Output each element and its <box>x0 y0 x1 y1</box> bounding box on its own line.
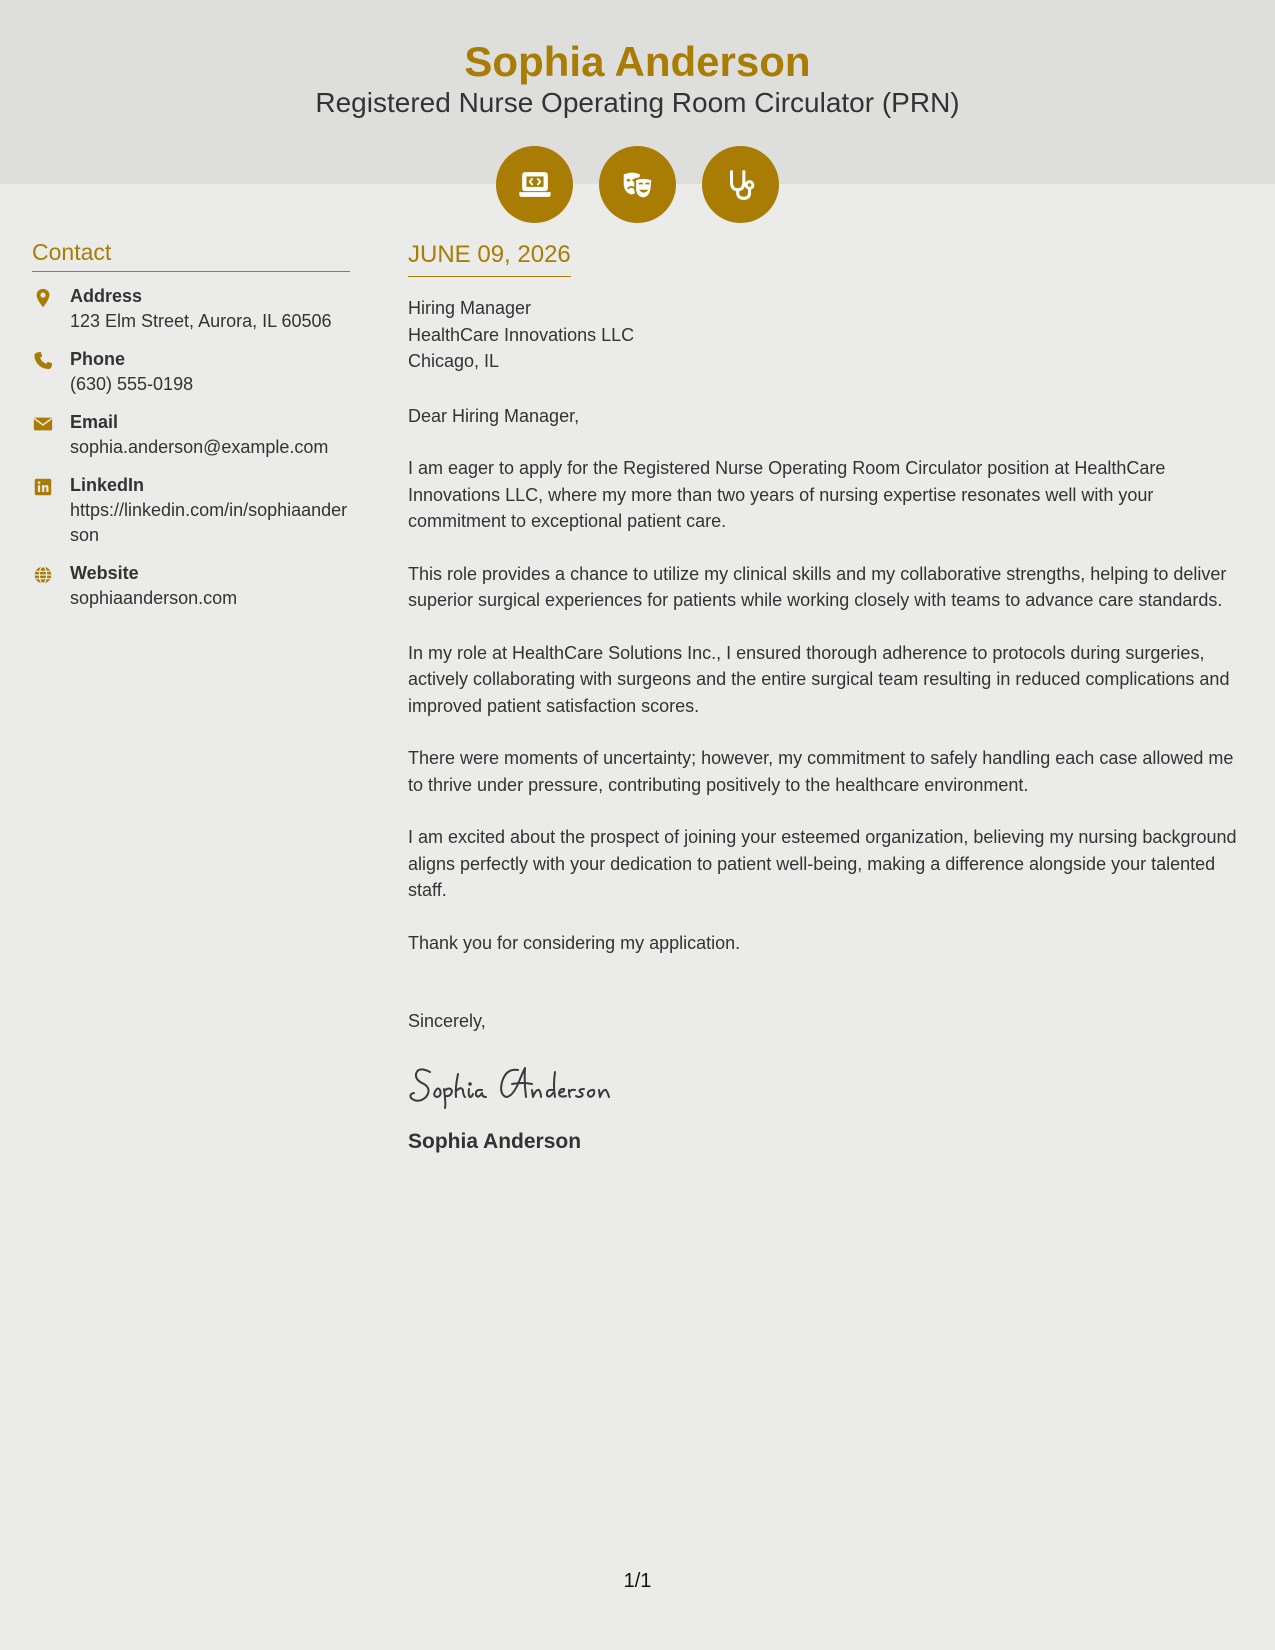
paragraph: I am eager to apply for the Registered Nurse Operating Room Circulator position at HealthCare Innovations LLC, where my more than two years of nursing expertise resonates well with your commitment to exceptional patient care. <box>408 458 1166 531</box>
paragraph: This role provides a chance to utilize my clinical skills and my collaborative strengths, helping to deliver superior surgical experiences for patients while working closely with teams to advance care standards. <box>408 563 1227 610</box>
linkedin-icon <box>32 476 54 498</box>
signer-name: Sophia Anderson <box>408 1130 582 1153</box>
job-title: Registered Nurse Operating Room Circulator (PRN) <box>315 87 960 118</box>
contact-label: Phone <box>70 349 126 369</box>
recipient-location: Chicago, IL <box>408 351 500 371</box>
phone-icon <box>32 350 54 372</box>
contact-label: Website <box>70 563 139 583</box>
paragraph: In my role at HealthCare Solutions Inc., I ensured thorough adherence to protocols during surgeries, actively collaborating with surgeons and the entire surgical team resulting in reduced complications and improved patient satisfaction scores. <box>408 642 1230 716</box>
map-pin-icon <box>32 287 54 309</box>
recipient-company: HealthCare Innovations LLC <box>408 324 635 345</box>
page-number: 1/1 <box>623 1570 652 1592</box>
contact-linkedin <box>32 473 350 548</box>
address-value: 123 Elm Street, Aurora, IL 60506 <box>70 311 332 331</box>
contact-email <box>32 410 350 460</box>
salutation: Dear Hiring Manager, <box>408 405 580 426</box>
contact-label: LinkedIn <box>70 475 145 495</box>
contact-sidebar <box>32 238 350 624</box>
contact-heading: Contact <box>32 238 350 272</box>
contact-website <box>32 561 350 611</box>
website-link[interactable]: sophiaanderson.com <box>70 588 238 608</box>
stethoscope-icon <box>702 146 779 223</box>
candidate-name: Sophia Anderson <box>464 38 811 85</box>
recipient-name: Hiring Manager <box>408 298 532 318</box>
letter-date: JUNE 09, 2026 <box>408 240 571 277</box>
email-value: sophia.anderson@example.com <box>70 437 329 457</box>
paragraph: I am excited about the prospect of joining your esteemed organization, believing my nursing background aligns perfectly with your dedication to patient well-being, making a difference alongside your talented staff. <box>408 827 1237 900</box>
globe-icon <box>32 564 54 586</box>
phone-value: (630) 555-0198 <box>70 374 194 394</box>
contact-label: Email <box>70 412 119 432</box>
envelope-icon <box>32 413 54 435</box>
closing: Sincerely, <box>408 1011 486 1031</box>
theater-masks-icon <box>599 146 676 223</box>
header-icons <box>496 146 779 223</box>
paragraph: Thank you for considering my application. <box>408 932 741 953</box>
linkedin-link[interactable]: https://linkedin.com/in/sophiaanderson <box>70 500 348 545</box>
laptop-code-icon <box>496 146 573 223</box>
contact-label: Address <box>70 286 143 306</box>
paragraph: There were moments of uncertainty; however, my commitment to safely handling each case allowed me to thrive under pressure, contributing positively to the healthcare environment. <box>408 748 1234 795</box>
contact-phone <box>32 347 350 397</box>
contact-address <box>32 284 350 334</box>
letter-body <box>408 240 1248 1154</box>
recipient-block <box>408 295 1248 375</box>
handwritten-signature <box>408 1060 1248 1110</box>
